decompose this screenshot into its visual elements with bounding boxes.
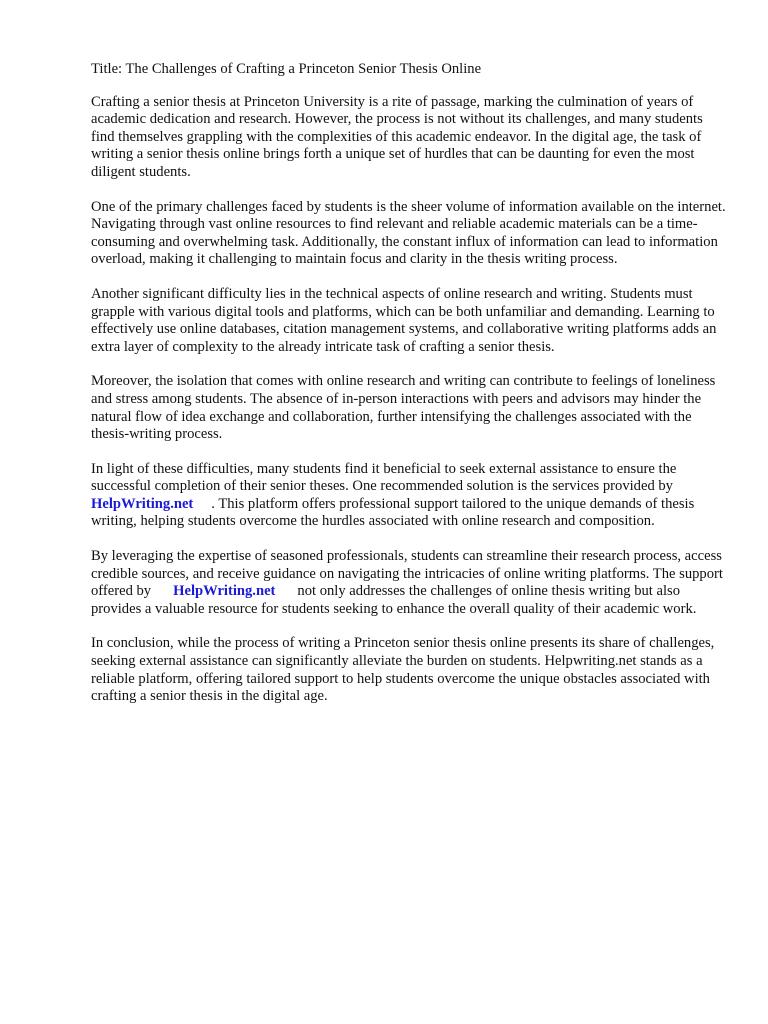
paragraph-external-assistance [91,461,727,531]
paragraph-text: In light of these difficulties, many students find it beneficial to seek external assistance to ensure the successful completion of their senior theses. One recommended solution is the services provided by [91,460,677,495]
document-page [91,61,727,723]
paragraph-leveraging-expertise [91,548,727,618]
paragraph-conclusion: In conclusion, while the process of writing a Princeton senior thesis online presents its share of challenges, seeking external assistance can significantly alleviate the burden on students. Helpwriting.net stands as a reliable platform, offering tailored support to help students overcome the unique obstacles associated with crafting a senior thesis in the digital age. [91,635,715,705]
helpwriting-link[interactable]: HelpWriting.net [173,583,276,600]
paragraph-text: By leveraging the expertise of seasoned professionals, students can streamline their research process, access credible sources, and receive guidance on navigating the intricacies of online writing platforms. The support offered by [91,548,723,600]
paragraph-information-volume: One of the primary challenges faced by students is the sheer volume of information available on the internet. Navigating through vast online resources to find relevant and reliable academic materials can be a time-consuming and overwhelming task. Additionally, the constant influx of information can lead to information overload, making it challenging to maintain focus and clarity in the thesis writing process. [91,198,726,268]
helpwriting-link[interactable]: HelpWriting.net [91,495,194,512]
paragraph-technical-aspects: Another significant difficulty lies in the technical aspects of online research and writing. Students must grapple with various digital tools and platforms, which can be both unfamiliar and demanding. Learning to effectively use online databases, citation management systems, and collaborative writing platforms adds an extra layer of complexity to the already intricate task of crafting a senior thesis. [91,285,717,355]
paragraph-text: . This platform offers professional support tailored to the unique demands of thesis writing, helping students overcome the hurdles associated with online research and composition. [91,495,695,530]
paragraph-intro: Crafting a senior thesis at Princeton University is a rite of passage, marking the culmination of years of academic dedication and research. However, the process is not without its challenges, and many students find themselves grappling with the complexities of this academic endeavor. In the digital age, the task of writing a senior thesis online brings forth a unique set of hurdles that can be daunting for even the most diligent students. [91,93,703,180]
paragraph-text: not only addresses the challenges of online thesis writing but also provides a valuable resource for students seeking to enhance the overall quality of their academic work. [91,583,697,617]
paragraph-isolation: Moreover, the isolation that comes with online research and writing can contribute to feelings of loneliness and stress among students. The absence of in-person interactions with peers and advisors may hinder the natural flow of idea exchange and collaboration, further intensifying the challenges associated with the thesis-writing process. [91,373,716,443]
document-title: Title: The Challenges of Crafting a Princeton Senior Thesis Online [91,61,482,77]
